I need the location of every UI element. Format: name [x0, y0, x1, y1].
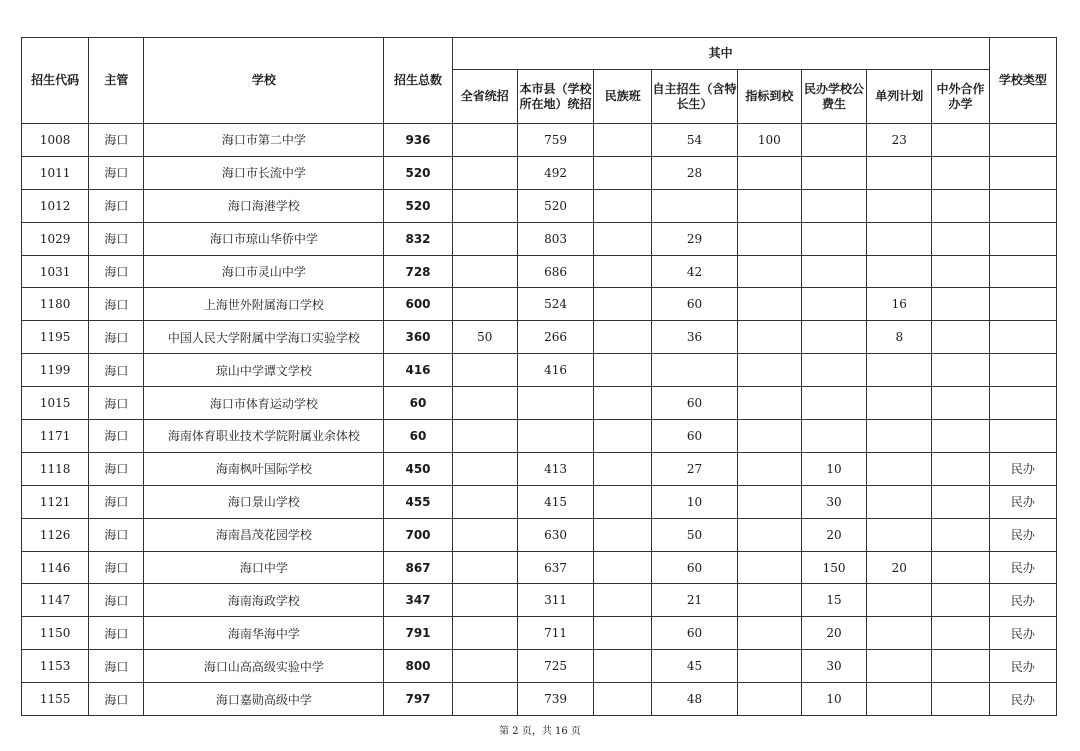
cell-manager: 海口	[89, 452, 144, 485]
cell-total: 700	[384, 518, 452, 551]
cell-quota-to-school	[737, 485, 801, 518]
cell-ethnic-class	[594, 584, 652, 617]
cell-local-unified: 725	[517, 650, 593, 683]
cell-private-public-funded	[801, 156, 866, 189]
cell-total: 832	[384, 222, 452, 255]
header-quota-to-school: 指标到校	[737, 70, 801, 124]
cell-separate-plan: 23	[867, 124, 932, 157]
table-row	[22, 321, 1057, 354]
cell-local-unified: 413	[517, 452, 593, 485]
cell-independent-enrollment: 60	[652, 617, 737, 650]
cell-ethnic-class	[594, 288, 652, 321]
cell-code: 1012	[22, 189, 89, 222]
cell-quota-to-school	[737, 321, 801, 354]
cell-manager: 海口	[89, 156, 144, 189]
cell-manager: 海口	[89, 683, 144, 716]
cell-school: 中国人民大学附属中学海口实验学校	[144, 321, 384, 354]
cell-local-unified: 311	[517, 584, 593, 617]
cell-total: 520	[384, 156, 452, 189]
table-row	[22, 518, 1057, 551]
cell-school: 海口嘉勋高级中学	[144, 683, 384, 716]
cell-total: 728	[384, 255, 452, 288]
table-body	[22, 124, 1057, 716]
cell-school-type: 民办	[989, 485, 1056, 518]
cell-manager: 海口	[89, 584, 144, 617]
cell-manager: 海口	[89, 255, 144, 288]
cell-total: 600	[384, 288, 452, 321]
cell-manager: 海口	[89, 485, 144, 518]
cell-quota-to-school	[737, 354, 801, 387]
cell-code: 1029	[22, 222, 89, 255]
cell-manager: 海口	[89, 551, 144, 584]
cell-total: 455	[384, 485, 452, 518]
header-local-unified: 本市县（学校所在地）统招	[517, 70, 593, 124]
cell-code: 1155	[22, 683, 89, 716]
cell-local-unified: 803	[517, 222, 593, 255]
header-school-type: 学校类型	[989, 38, 1056, 124]
cell-school-type	[989, 288, 1056, 321]
cell-independent-enrollment: 21	[652, 584, 737, 617]
cell-school-type: 民办	[989, 518, 1056, 551]
cell-school: 海口市灵山中学	[144, 255, 384, 288]
cell-separate-plan	[867, 354, 932, 387]
cell-school: 海南体育职业技术学院附属业余体校	[144, 420, 384, 453]
header-province-unified: 全省统招	[452, 70, 517, 124]
cell-independent-enrollment: 28	[652, 156, 737, 189]
cell-school: 海口海港学校	[144, 189, 384, 222]
table-header	[22, 38, 1057, 124]
cell-separate-plan	[867, 387, 932, 420]
cell-school-type	[989, 420, 1056, 453]
cell-manager: 海口	[89, 387, 144, 420]
table-row	[22, 584, 1057, 617]
cell-total: 360	[384, 321, 452, 354]
cell-school: 琼山中学谭文学校	[144, 354, 384, 387]
header-manager: 主管	[89, 38, 144, 124]
cell-private-public-funded: 15	[801, 584, 866, 617]
cell-private-public-funded	[801, 189, 866, 222]
cell-local-unified: 524	[517, 288, 593, 321]
cell-ethnic-class	[594, 156, 652, 189]
cell-school: 上海世外附属海口学校	[144, 288, 384, 321]
cell-separate-plan	[867, 485, 932, 518]
cell-quota-to-school	[737, 288, 801, 321]
cell-local-unified: 630	[517, 518, 593, 551]
cell-school: 海口市琼山华侨中学	[144, 222, 384, 255]
cell-separate-plan	[867, 584, 932, 617]
cell-code: 1146	[22, 551, 89, 584]
cell-school-type	[989, 321, 1056, 354]
cell-manager: 海口	[89, 321, 144, 354]
cell-separate-plan	[867, 617, 932, 650]
cell-private-public-funded: 30	[801, 485, 866, 518]
cell-ethnic-class	[594, 617, 652, 650]
cell-separate-plan	[867, 683, 932, 716]
cell-school-type	[989, 189, 1056, 222]
table-row	[22, 222, 1057, 255]
cell-province-unified	[452, 650, 517, 683]
cell-separate-plan	[867, 255, 932, 288]
cell-manager: 海口	[89, 288, 144, 321]
cell-local-unified: 416	[517, 354, 593, 387]
cell-sino-foreign	[932, 420, 989, 453]
table-row	[22, 485, 1057, 518]
cell-ethnic-class	[594, 683, 652, 716]
cell-school-type: 民办	[989, 551, 1056, 584]
cell-separate-plan	[867, 420, 932, 453]
cell-total: 797	[384, 683, 452, 716]
cell-ethnic-class	[594, 387, 652, 420]
cell-total: 936	[384, 124, 452, 157]
cell-quota-to-school	[737, 584, 801, 617]
cell-total: 800	[384, 650, 452, 683]
cell-code: 1195	[22, 321, 89, 354]
cell-code: 1171	[22, 420, 89, 453]
cell-independent-enrollment: 48	[652, 683, 737, 716]
cell-independent-enrollment: 10	[652, 485, 737, 518]
table-row	[22, 288, 1057, 321]
cell-code: 1011	[22, 156, 89, 189]
cell-private-public-funded: 10	[801, 683, 866, 716]
cell-total: 416	[384, 354, 452, 387]
cell-code: 1199	[22, 354, 89, 387]
cell-total: 60	[384, 387, 452, 420]
header-school: 学校	[144, 38, 384, 124]
cell-school-type: 民办	[989, 617, 1056, 650]
cell-private-public-funded	[801, 387, 866, 420]
table-row	[22, 617, 1057, 650]
cell-sino-foreign	[932, 485, 989, 518]
cell-province-unified	[452, 518, 517, 551]
cell-quota-to-school	[737, 518, 801, 551]
cell-sino-foreign	[932, 354, 989, 387]
cell-manager: 海口	[89, 124, 144, 157]
cell-sino-foreign	[932, 683, 989, 716]
cell-ethnic-class	[594, 354, 652, 387]
cell-province-unified: 50	[452, 321, 517, 354]
cell-independent-enrollment: 60	[652, 288, 737, 321]
cell-school-type	[989, 354, 1056, 387]
page-footer: 第 2 页，共 16 页	[499, 726, 581, 737]
cell-school: 海南昌茂花园学校	[144, 518, 384, 551]
cell-separate-plan: 20	[867, 551, 932, 584]
cell-manager: 海口	[89, 222, 144, 255]
cell-school: 海南枫叶国际学校	[144, 452, 384, 485]
cell-quota-to-school	[737, 551, 801, 584]
cell-school-type	[989, 124, 1056, 157]
table-row	[22, 189, 1057, 222]
cell-school-type: 民办	[989, 650, 1056, 683]
cell-sino-foreign	[932, 650, 989, 683]
table-row	[22, 354, 1057, 387]
cell-province-unified	[452, 420, 517, 453]
cell-school: 海口市体育运动学校	[144, 387, 384, 420]
cell-ethnic-class	[594, 189, 652, 222]
cell-total: 520	[384, 189, 452, 222]
cell-private-public-funded: 30	[801, 650, 866, 683]
cell-sino-foreign	[932, 551, 989, 584]
cell-local-unified: 711	[517, 617, 593, 650]
cell-quota-to-school	[737, 387, 801, 420]
cell-sino-foreign	[932, 156, 989, 189]
cell-separate-plan	[867, 222, 932, 255]
cell-local-unified: 520	[517, 189, 593, 222]
cell-quota-to-school	[737, 650, 801, 683]
cell-sino-foreign	[932, 387, 989, 420]
cell-manager: 海口	[89, 354, 144, 387]
cell-sino-foreign	[932, 124, 989, 157]
cell-private-public-funded	[801, 255, 866, 288]
cell-school-type: 民办	[989, 683, 1056, 716]
cell-quota-to-school	[737, 617, 801, 650]
cell-separate-plan	[867, 452, 932, 485]
cell-sino-foreign	[932, 222, 989, 255]
cell-separate-plan: 16	[867, 288, 932, 321]
cell-private-public-funded	[801, 354, 866, 387]
cell-manager: 海口	[89, 617, 144, 650]
table-row	[22, 255, 1057, 288]
cell-sino-foreign	[932, 321, 989, 354]
cell-independent-enrollment: 60	[652, 387, 737, 420]
cell-quota-to-school	[737, 255, 801, 288]
cell-independent-enrollment: 36	[652, 321, 737, 354]
cell-quota-to-school	[737, 452, 801, 485]
cell-independent-enrollment: 29	[652, 222, 737, 255]
cell-private-public-funded	[801, 321, 866, 354]
cell-quota-to-school: 100	[737, 124, 801, 157]
cell-sino-foreign	[932, 288, 989, 321]
cell-quota-to-school	[737, 683, 801, 716]
cell-independent-enrollment	[652, 189, 737, 222]
cell-ethnic-class	[594, 485, 652, 518]
cell-total: 347	[384, 584, 452, 617]
cell-manager: 海口	[89, 189, 144, 222]
table-row	[22, 156, 1057, 189]
cell-code: 1180	[22, 288, 89, 321]
table-row	[22, 452, 1057, 485]
header-private-public-funded: 民办学校公费生	[801, 70, 866, 124]
cell-school-type	[989, 222, 1056, 255]
cell-province-unified	[452, 584, 517, 617]
cell-manager: 海口	[89, 420, 144, 453]
table-row	[22, 683, 1057, 716]
cell-school: 海口景山学校	[144, 485, 384, 518]
cell-code: 1031	[22, 255, 89, 288]
header-independent-enrollment: 自主招生（含特长生）	[652, 70, 737, 124]
cell-province-unified	[452, 222, 517, 255]
cell-local-unified: 739	[517, 683, 593, 716]
cell-province-unified	[452, 255, 517, 288]
cell-private-public-funded	[801, 124, 866, 157]
cell-province-unified	[452, 387, 517, 420]
table-row	[22, 650, 1057, 683]
cell-local-unified: 759	[517, 124, 593, 157]
cell-total: 791	[384, 617, 452, 650]
cell-province-unified	[452, 485, 517, 518]
cell-sino-foreign	[932, 617, 989, 650]
cell-province-unified	[452, 124, 517, 157]
cell-school: 海口市长流中学	[144, 156, 384, 189]
cell-independent-enrollment: 50	[652, 518, 737, 551]
cell-private-public-funded	[801, 288, 866, 321]
cell-code: 1126	[22, 518, 89, 551]
cell-local-unified: 637	[517, 551, 593, 584]
cell-code: 1121	[22, 485, 89, 518]
cell-school-type	[989, 387, 1056, 420]
cell-local-unified: 415	[517, 485, 593, 518]
cell-school: 海口山高高级实验中学	[144, 650, 384, 683]
table-row	[22, 387, 1057, 420]
cell-school: 海南海政学校	[144, 584, 384, 617]
header-separate-plan: 单列计划	[867, 70, 932, 124]
cell-code: 1015	[22, 387, 89, 420]
cell-private-public-funded	[801, 222, 866, 255]
cell-ethnic-class	[594, 255, 652, 288]
cell-ethnic-class	[594, 518, 652, 551]
cell-province-unified	[452, 189, 517, 222]
cell-school: 海口市第二中学	[144, 124, 384, 157]
cell-province-unified	[452, 288, 517, 321]
cell-independent-enrollment	[652, 354, 737, 387]
cell-province-unified	[452, 617, 517, 650]
table-row	[22, 420, 1057, 453]
cell-province-unified	[452, 156, 517, 189]
cell-local-unified	[517, 420, 593, 453]
cell-private-public-funded: 150	[801, 551, 866, 584]
cell-local-unified: 686	[517, 255, 593, 288]
cell-independent-enrollment: 27	[652, 452, 737, 485]
cell-ethnic-class	[594, 321, 652, 354]
cell-private-public-funded: 20	[801, 518, 866, 551]
cell-code: 1147	[22, 584, 89, 617]
cell-total: 450	[384, 452, 452, 485]
cell-manager: 海口	[89, 650, 144, 683]
table-row	[22, 551, 1057, 584]
cell-independent-enrollment: 54	[652, 124, 737, 157]
cell-school-type	[989, 156, 1056, 189]
cell-ethnic-class	[594, 551, 652, 584]
cell-separate-plan	[867, 650, 932, 683]
enrollment-table	[21, 37, 1057, 716]
cell-code: 1008	[22, 124, 89, 157]
cell-local-unified: 492	[517, 156, 593, 189]
cell-school-type: 民办	[989, 452, 1056, 485]
cell-province-unified	[452, 683, 517, 716]
cell-quota-to-school	[737, 420, 801, 453]
cell-separate-plan	[867, 518, 932, 551]
cell-ethnic-class	[594, 420, 652, 453]
cell-private-public-funded: 10	[801, 452, 866, 485]
cell-code: 1150	[22, 617, 89, 650]
cell-ethnic-class	[594, 124, 652, 157]
cell-province-unified	[452, 452, 517, 485]
cell-quota-to-school	[737, 189, 801, 222]
cell-total: 60	[384, 420, 452, 453]
header-group: 其中	[452, 38, 989, 70]
cell-ethnic-class	[594, 222, 652, 255]
cell-school-type	[989, 255, 1056, 288]
cell-independent-enrollment: 60	[652, 420, 737, 453]
cell-separate-plan	[867, 189, 932, 222]
cell-ethnic-class	[594, 452, 652, 485]
cell-local-unified	[517, 387, 593, 420]
cell-school-type: 民办	[989, 584, 1056, 617]
cell-total: 867	[384, 551, 452, 584]
cell-quota-to-school	[737, 156, 801, 189]
cell-school: 海口中学	[144, 551, 384, 584]
cell-province-unified	[452, 551, 517, 584]
cell-sino-foreign	[932, 452, 989, 485]
cell-sino-foreign	[932, 584, 989, 617]
cell-private-public-funded: 20	[801, 617, 866, 650]
cell-private-public-funded	[801, 420, 866, 453]
cell-quota-to-school	[737, 222, 801, 255]
cell-ethnic-class	[594, 650, 652, 683]
cell-local-unified: 266	[517, 321, 593, 354]
cell-separate-plan: 8	[867, 321, 932, 354]
table-row	[22, 124, 1057, 157]
cell-code: 1153	[22, 650, 89, 683]
cell-independent-enrollment: 45	[652, 650, 737, 683]
header-total: 招生总数	[384, 38, 452, 124]
header-sino-foreign: 中外合作办学	[932, 70, 989, 124]
cell-manager: 海口	[89, 518, 144, 551]
cell-sino-foreign	[932, 255, 989, 288]
cell-independent-enrollment: 60	[652, 551, 737, 584]
cell-code: 1118	[22, 452, 89, 485]
header-ethnic-class: 民族班	[594, 70, 652, 124]
cell-separate-plan	[867, 156, 932, 189]
cell-school: 海南华海中学	[144, 617, 384, 650]
header-code: 招生代码	[22, 38, 89, 124]
cell-sino-foreign	[932, 518, 989, 551]
cell-independent-enrollment: 42	[652, 255, 737, 288]
cell-province-unified	[452, 354, 517, 387]
cell-sino-foreign	[932, 189, 989, 222]
